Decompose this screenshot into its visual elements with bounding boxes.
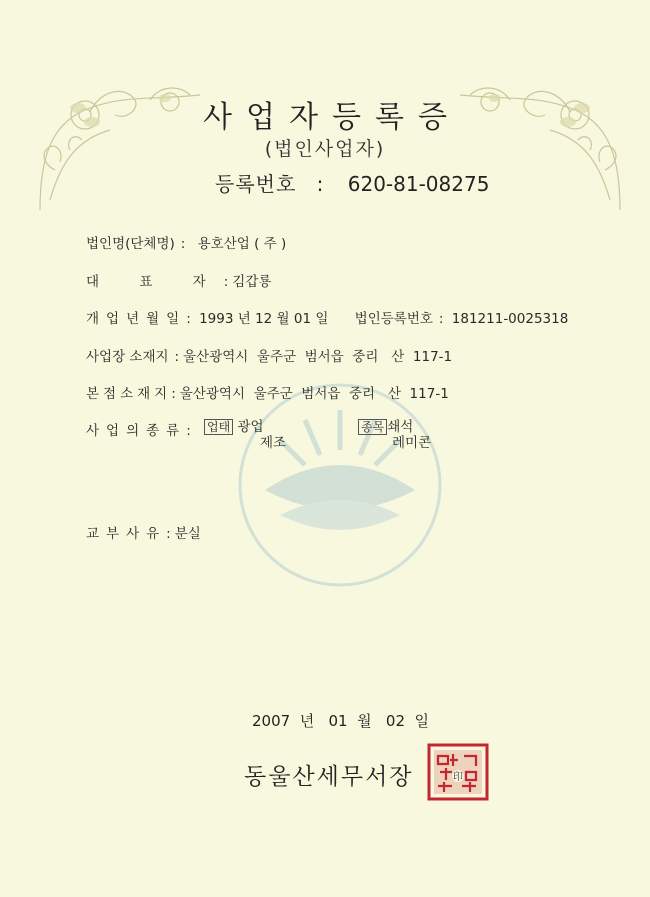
field-value: 울산광역시 울주군 범서읍 중리 산 117-1 xyxy=(179,386,449,402)
svg-text:印: 印 xyxy=(453,772,463,783)
field-business-kind: 사업의종류: xyxy=(86,419,195,439)
field-value: 1993 년 12 월 01 일 xyxy=(199,311,329,327)
business-type-2: 제조 xyxy=(260,435,287,451)
business-item-tag: 종목 xyxy=(358,419,387,435)
issue-date: 2007 년 01 월 02 일 xyxy=(252,712,430,730)
field-business-location: 사업장 소재지 : 울산광역시 울주군 범서읍 중리 산 117-1 xyxy=(86,345,452,365)
registration-number: 620-81-08275 xyxy=(347,172,490,196)
business-type-1: 광업 xyxy=(237,419,264,435)
business-type-tag: 업태 xyxy=(204,419,233,435)
certificate-title: 사업자등록증 xyxy=(203,100,461,135)
field-issue-reason: 교부사유: 분실 xyxy=(86,522,201,542)
business-type-block xyxy=(204,419,286,451)
business-item-1: 쇄석 xyxy=(387,419,414,435)
official-seal-icon xyxy=(426,742,490,802)
field-head-office: 본점소재지: 울산광역시 울주군 범서읍 중리 산 117-1 xyxy=(86,382,449,402)
business-item-block xyxy=(358,419,431,451)
field-representative: 대 표 자: 김갑룡 xyxy=(86,270,271,290)
field-label: 사업장 소재지 xyxy=(86,349,169,365)
field-label: 개업년월일 xyxy=(86,311,187,327)
field-label: 본점소재지 xyxy=(86,386,172,402)
field-label: 사업의종류 xyxy=(86,423,187,439)
registration-separator: : xyxy=(316,172,324,196)
field-label: 대 표 자 xyxy=(86,274,224,290)
registration-label: 등록번호 xyxy=(215,172,297,196)
registration-number-line xyxy=(215,168,489,197)
corp-reg-label: 법인등록번호 xyxy=(354,311,433,327)
certificate-subtitle: (법인사업자) xyxy=(264,138,386,160)
business-item-2: 레미콘 xyxy=(392,435,432,451)
corp-reg-value: 181211-0025318 xyxy=(451,311,569,327)
field-corp-name: 법인명(단체명) : 용호산업 ( 주 ) xyxy=(86,232,286,252)
field-label: 법인명(단체명) xyxy=(86,236,175,252)
field-value: 분실 xyxy=(174,526,201,542)
national-tax-service-watermark-icon xyxy=(235,380,445,590)
field-label: 교부사유 xyxy=(86,526,167,542)
field-value: 용호산업 ( 주 ) xyxy=(197,236,287,252)
issuer-name: 동울산세무서장 xyxy=(244,764,414,790)
field-open-date: 개업년월일: 1993 년 12 월 01 일 법인등록번호 : 181211-0025318 xyxy=(86,307,568,327)
field-value: 김갑룡 xyxy=(232,274,272,290)
field-value: 울산광역시 울주군 범서읍 중리 산 117-1 xyxy=(183,349,453,365)
